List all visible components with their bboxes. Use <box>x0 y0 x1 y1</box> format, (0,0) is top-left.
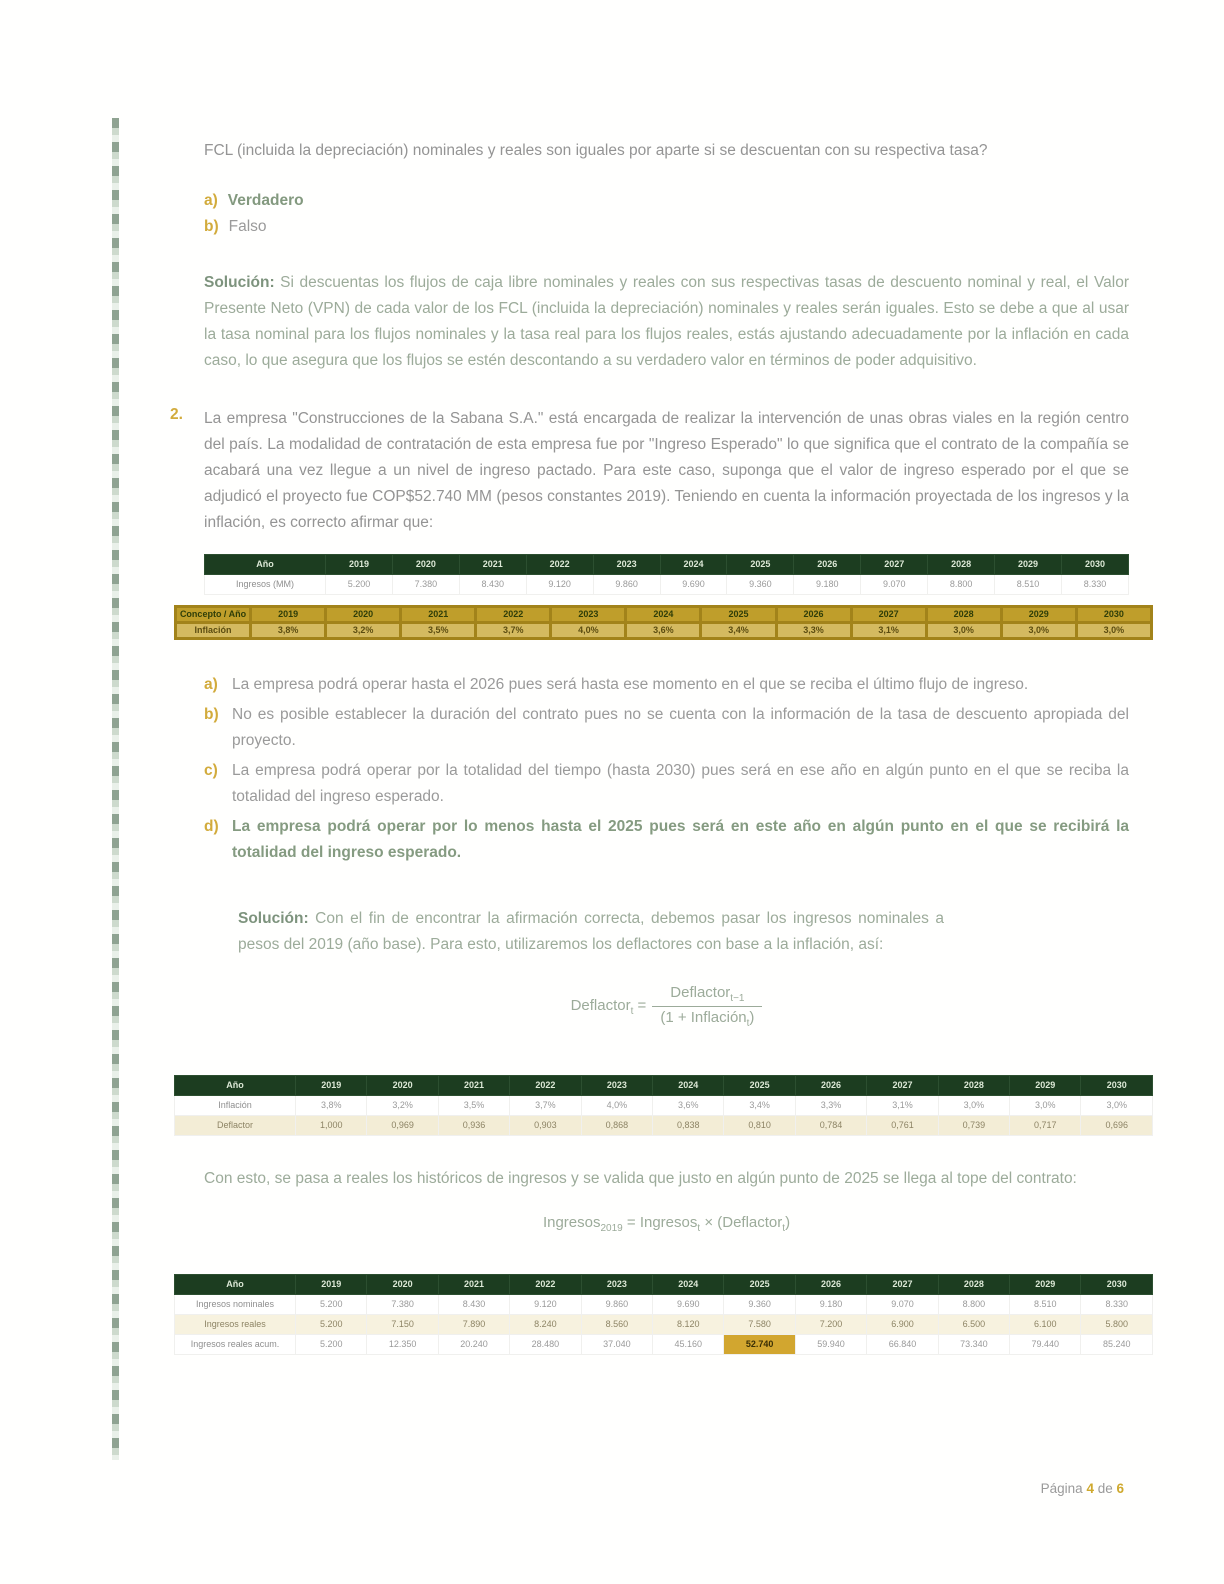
option-true <box>204 188 1129 214</box>
choice-b-marker: b) <box>204 706 219 723</box>
table-cell: 1,000 <box>296 1116 367 1136</box>
choice-b-text: No es posible establecer la duración del contrato pues no se cuenta con la información de la tasa de descuento apropiada del proyecto. <box>232 706 1129 749</box>
table-header-cell: 2021 <box>438 1275 509 1295</box>
table-cell: Ingresos nominales <box>175 1295 296 1315</box>
table-header-cell: 2024 <box>660 555 727 575</box>
table-header-cell: 2027 <box>861 555 928 575</box>
table-header-row <box>175 1076 1153 1096</box>
table-cell: 6.900 <box>867 1315 938 1335</box>
table-cell: 3,4% <box>701 623 776 639</box>
choice-a-text: La empresa podrá operar hasta el 2026 pues será hasta ese momento en el que se reciba el último flujo de ingreso. <box>232 676 1029 693</box>
table-cell: 3,5% <box>438 1096 509 1116</box>
table-header-cell: 2026 <box>795 1076 866 1096</box>
table-cell: 3,3% <box>795 1096 866 1116</box>
table-cell: 7.380 <box>367 1295 438 1315</box>
table-header-cell: 2028 <box>938 1076 1009 1096</box>
table-cell: 59.940 <box>795 1335 866 1355</box>
table-cell: 66.840 <box>867 1335 938 1355</box>
table-header-row <box>176 607 1152 623</box>
table-cell: 9.180 <box>795 1295 866 1315</box>
table-cell: 7.580 <box>724 1315 795 1335</box>
table-cell: 3,6% <box>653 1096 724 1116</box>
table-cell: 3,7% <box>510 1096 581 1116</box>
table-header-cell: 2022 <box>510 1275 581 1295</box>
table-header-cell: 2030 <box>1081 1275 1153 1295</box>
table-header-cell: 2019 <box>296 1076 367 1096</box>
table-cell: 8.330 <box>1061 575 1128 595</box>
table-cell: 85.240 <box>1081 1335 1153 1355</box>
table-header-cell: 2024 <box>653 1076 724 1096</box>
choice-d-marker: d) <box>204 818 219 835</box>
dashed-left-border <box>112 118 119 1460</box>
table-cell: 3,1% <box>867 1096 938 1116</box>
table-header-cell: 2025 <box>724 1275 795 1295</box>
table-cell: Deflactor <box>175 1116 296 1136</box>
table-row <box>175 1335 1153 1355</box>
table-header-cell: 2020 <box>392 555 459 575</box>
table-header-row <box>175 1275 1153 1295</box>
table-cell: 9.860 <box>581 1295 652 1315</box>
table-cell: 3,6% <box>626 623 701 639</box>
table-row <box>176 623 1152 639</box>
table-cell: 9.180 <box>794 575 861 595</box>
inflation-highlight-table <box>174 605 1153 640</box>
table-cell: 45.160 <box>653 1335 724 1355</box>
fraction-denominator: (1 + Inflación$_t$) <box>660 1009 755 1029</box>
table-header-cell: 2026 <box>776 607 851 623</box>
table-cell: 3,5% <box>401 623 476 639</box>
table-cell: 4,0% <box>581 1096 652 1116</box>
table-cell: 0,903 <box>510 1116 581 1136</box>
table-cell: 9.120 <box>526 575 593 595</box>
question-intro-text: FCL (incluida la depreciación) nominales y reales son iguales por aparte si se descuentan con su respectiva tasa? <box>204 142 988 159</box>
table-cell: 0,761 <box>867 1116 938 1136</box>
table-cell: 3,2% <box>326 623 401 639</box>
table-cell: 6.100 <box>1010 1315 1081 1335</box>
option-b-marker: b) <box>204 218 219 235</box>
table-header-cell: 2023 <box>551 607 626 623</box>
choice-a <box>204 672 1129 698</box>
table-header-cell: 2019 <box>296 1275 367 1295</box>
table-cell: 8.330 <box>1081 1295 1153 1315</box>
solution-1-paragraph <box>204 270 1129 374</box>
table-cell: 0,936 <box>438 1116 509 1136</box>
table-header-cell: 2022 <box>476 607 551 623</box>
table-cell: 7.150 <box>367 1315 438 1335</box>
table-cell: 3,0% <box>1081 1096 1153 1116</box>
footer-middle: de <box>1093 1481 1117 1496</box>
question-2 <box>170 406 1129 536</box>
choice-d-correct <box>204 814 1129 866</box>
cumulative-income-table <box>174 1274 1153 1355</box>
table-header-cell: 2024 <box>626 607 701 623</box>
table-header-cell: 2023 <box>581 1275 652 1295</box>
true-false-options <box>204 188 1129 240</box>
table-row <box>205 575 1129 595</box>
projected-income-table <box>204 554 1129 595</box>
table-cell: 28.480 <box>510 1335 581 1355</box>
table-header-cell: 2029 <box>995 555 1062 575</box>
choice-d-text: La empresa podrá operar por lo menos hasta el 2025 pues será en este año en algún punto en el que se recibirá la totalidad del ingreso esperado. <box>232 818 1129 861</box>
table-cell: 3,4% <box>724 1096 795 1116</box>
table-header-cell: 2022 <box>526 555 593 575</box>
table-header-row <box>205 555 1129 575</box>
footer-current-page: 4 <box>1086 1481 1094 1496</box>
footer-total-pages: 6 <box>1116 1481 1124 1496</box>
table-header-cell: 2028 <box>926 607 1001 623</box>
solution-1-text: Si descuentas los flujos de caja libre nominales y reales con sus respectivas tasas de descuento nominal y real, el Valor Presente Neto (VPN) de cada valor de los FCL (incluida la depreciación) nominales y reales serán iguales. Esto se debe a que al usar la tasa nominal para los flujos nominales y la tasa real para los flujos reales, estás ajustando adecuadamente por la inflación en cada caso, lo que asegura que los flujos se estén descontando a su verdadero valor en términos de poder adquisitivo. <box>204 274 1129 369</box>
table-cell: 9.690 <box>660 575 727 595</box>
table-cell: 37.040 <box>581 1335 652 1355</box>
table-cell: 7.200 <box>795 1315 866 1335</box>
table-cell: 3,8% <box>296 1096 367 1116</box>
table-cell: Inflación <box>175 1096 296 1116</box>
table-cell: 8.120 <box>653 1315 724 1335</box>
table-cell: 9.690 <box>653 1295 724 1315</box>
table-row <box>175 1116 1153 1136</box>
choice-c-text: La empresa podrá operar por la totalidad del tiempo (hasta 2030) pues será en ese año en algún punto en el que se reciba la totalidad del ingreso esperado. <box>232 762 1129 805</box>
real-income-formula: Ingresos$_{2019}$ = Ingresos$_t$ × (Deflactor$_t$) <box>542 1214 791 1234</box>
table-header-cell: 2029 <box>1001 607 1076 623</box>
table-cell: 0,810 <box>724 1116 795 1136</box>
solution-1-label: Solución: <box>204 274 275 291</box>
table-cell: 0,969 <box>367 1116 438 1136</box>
table-cell: 9.070 <box>861 575 928 595</box>
table-header-cell: 2025 <box>701 607 776 623</box>
table-cell: 4,0% <box>551 623 626 639</box>
table-cell: 5.200 <box>296 1295 367 1315</box>
table-row <box>175 1315 1153 1335</box>
table-header-cell: 2030 <box>1076 607 1151 623</box>
choice-c <box>204 758 1129 810</box>
option-a-label: Verdadero <box>227 192 304 209</box>
fraction-numerator: Deflactor$_{t-1}$ <box>652 984 762 1007</box>
table-cell: 0,739 <box>938 1116 1009 1136</box>
deflator-formula <box>204 984 1129 1029</box>
table-header-cell: Año <box>175 1076 296 1096</box>
table-cell: 12.350 <box>367 1335 438 1355</box>
table-header-cell: Concepto / Año <box>176 607 251 623</box>
table-cell: 9.360 <box>727 575 794 595</box>
table-header-cell: 2026 <box>794 555 861 575</box>
footer-prefix: Página <box>1040 1481 1087 1496</box>
table-cell: 8.430 <box>438 1295 509 1315</box>
table-header-cell: 2030 <box>1081 1076 1153 1096</box>
table-header-cell: 2028 <box>928 555 995 575</box>
table-cell: 9.360 <box>724 1295 795 1315</box>
table-cell: 5.200 <box>296 1315 367 1335</box>
table-row <box>175 1295 1153 1315</box>
table-cell: 3,0% <box>1076 623 1151 639</box>
question-2-text: La empresa "Construcciones de la Sabana S.A." está encargada de realizar la intervención de unas obras viales en la región centro del país. La modalidad de contratación de esta empresa fue por "Ingreso Esperado" lo que significa que el contrato de la compañía se acabará una vez llegue a un nivel de ingreso pactado. Para este caso, suponga que el valor de ingreso esperado por el que se adjudicó el proyecto fue COP$52.740 MM (pesos constantes 2019). Teniendo en cuenta la información proyectada de los ingresos y la inflación, es correcto afirmar que: <box>204 410 1129 531</box>
deflator-formula-lhs: Deflactor$_t$ = <box>570 997 647 1018</box>
table-header-cell: 2021 <box>438 1076 509 1096</box>
table-header-cell: 2025 <box>724 1076 795 1096</box>
table-cell: 3,1% <box>851 623 926 639</box>
choice-a-marker: a) <box>204 676 218 693</box>
deflator-formula-fraction <box>652 984 762 1029</box>
table-cell: 52.740 <box>724 1335 795 1355</box>
table-cell: 9.070 <box>867 1295 938 1315</box>
table-cell: 7.890 <box>438 1315 509 1335</box>
table-cell: 3,3% <box>776 623 851 639</box>
table-header-cell: Año <box>205 555 326 575</box>
table-cell: 3,0% <box>1010 1096 1081 1116</box>
table-header-cell: 2029 <box>1010 1076 1081 1096</box>
table-header-cell: 2024 <box>653 1275 724 1295</box>
table-header-cell: 2020 <box>326 607 401 623</box>
table-header-cell: 2021 <box>401 607 476 623</box>
solution-2-label: Solución: <box>238 910 309 927</box>
table-cell: Ingresos reales acum. <box>175 1335 296 1355</box>
table-cell: 8.510 <box>995 575 1062 595</box>
real-income-explainer-text: Con esto, se pasa a reales los históricos de ingresos y se valida que justo en algún punto de 2025 se llega al tope del contrato: <box>204 1170 1077 1187</box>
table-row <box>175 1096 1153 1116</box>
table-cell: 8.560 <box>581 1315 652 1335</box>
table-cell: 3,8% <box>251 623 326 639</box>
table-cell: 8.800 <box>928 575 995 595</box>
table-cell: 0,717 <box>1010 1116 1081 1136</box>
table-cell: 3,0% <box>938 1096 1009 1116</box>
table-cell: 8.800 <box>938 1295 1009 1315</box>
page-footer <box>1041 1481 1124 1496</box>
table-cell: 3,0% <box>1001 623 1076 639</box>
table-header-cell: 2029 <box>1010 1275 1081 1295</box>
table-header-cell: 2020 <box>367 1076 438 1096</box>
table-cell: 8.430 <box>459 575 526 595</box>
table-header-cell: 2023 <box>581 1076 652 1096</box>
option-a-marker: a) <box>204 192 218 209</box>
table-header-cell: 2022 <box>510 1076 581 1096</box>
solution-2-text: Con el fin de encontrar la afirmación correcta, debemos pasar los ingresos nominales a pesos del 2019 (año base). Para esto, utilizaremos los deflactores con base a la inflación, así: <box>238 910 944 953</box>
table-cell: 73.340 <box>938 1335 1009 1355</box>
table-cell: 9.860 <box>593 575 660 595</box>
table-cell: 8.510 <box>1010 1295 1081 1315</box>
table-header-cell: Año <box>175 1275 296 1295</box>
choice-b <box>204 702 1129 754</box>
multiple-choice-options <box>204 672 1129 866</box>
solution-2-paragraph <box>238 906 944 958</box>
table-cell: Ingresos (MM) <box>205 575 326 595</box>
table-header-cell: 2027 <box>867 1275 938 1295</box>
choice-c-marker: c) <box>204 762 218 779</box>
table-header-cell: 2027 <box>867 1076 938 1096</box>
table-header-cell: 2023 <box>593 555 660 575</box>
deflators-table <box>174 1075 1153 1136</box>
table-cell: 0,838 <box>653 1116 724 1136</box>
table-cell: 3,0% <box>926 623 1001 639</box>
table-header-cell: 2028 <box>938 1275 1009 1295</box>
question-2-number: 2. <box>170 406 183 423</box>
table-cell: 3,2% <box>367 1096 438 1116</box>
option-b-label: Falso <box>228 218 267 235</box>
table-header-cell: 2025 <box>727 555 794 575</box>
table-cell: 0,696 <box>1081 1116 1153 1136</box>
table-header-cell: 2019 <box>251 607 326 623</box>
page-content <box>170 138 1131 1355</box>
table-header-cell: 2026 <box>795 1275 866 1295</box>
table-cell: Inflación <box>176 623 251 639</box>
table-header-cell: 2019 <box>326 555 393 575</box>
table-cell: 0,784 <box>795 1116 866 1136</box>
table-cell: 8.240 <box>510 1315 581 1335</box>
table-cell: 5.200 <box>326 575 393 595</box>
table-cell: 6.500 <box>938 1315 1009 1335</box>
table-cell: 79.440 <box>1010 1335 1081 1355</box>
table-header-cell: 2030 <box>1061 555 1128 575</box>
table-cell: Ingresos reales <box>175 1315 296 1335</box>
table-cell: 7.380 <box>392 575 459 595</box>
table-cell: 3,7% <box>476 623 551 639</box>
table-cell: 5.800 <box>1081 1315 1153 1335</box>
table-cell: 0,868 <box>581 1116 652 1136</box>
table-cell: 9.120 <box>510 1295 581 1315</box>
table-cell: 20.240 <box>438 1335 509 1355</box>
table-header-cell: 2021 <box>459 555 526 575</box>
table-cell: 5.200 <box>296 1335 367 1355</box>
table-header-cell: 2020 <box>367 1275 438 1295</box>
option-false <box>204 214 1129 240</box>
table-header-cell: 2027 <box>851 607 926 623</box>
